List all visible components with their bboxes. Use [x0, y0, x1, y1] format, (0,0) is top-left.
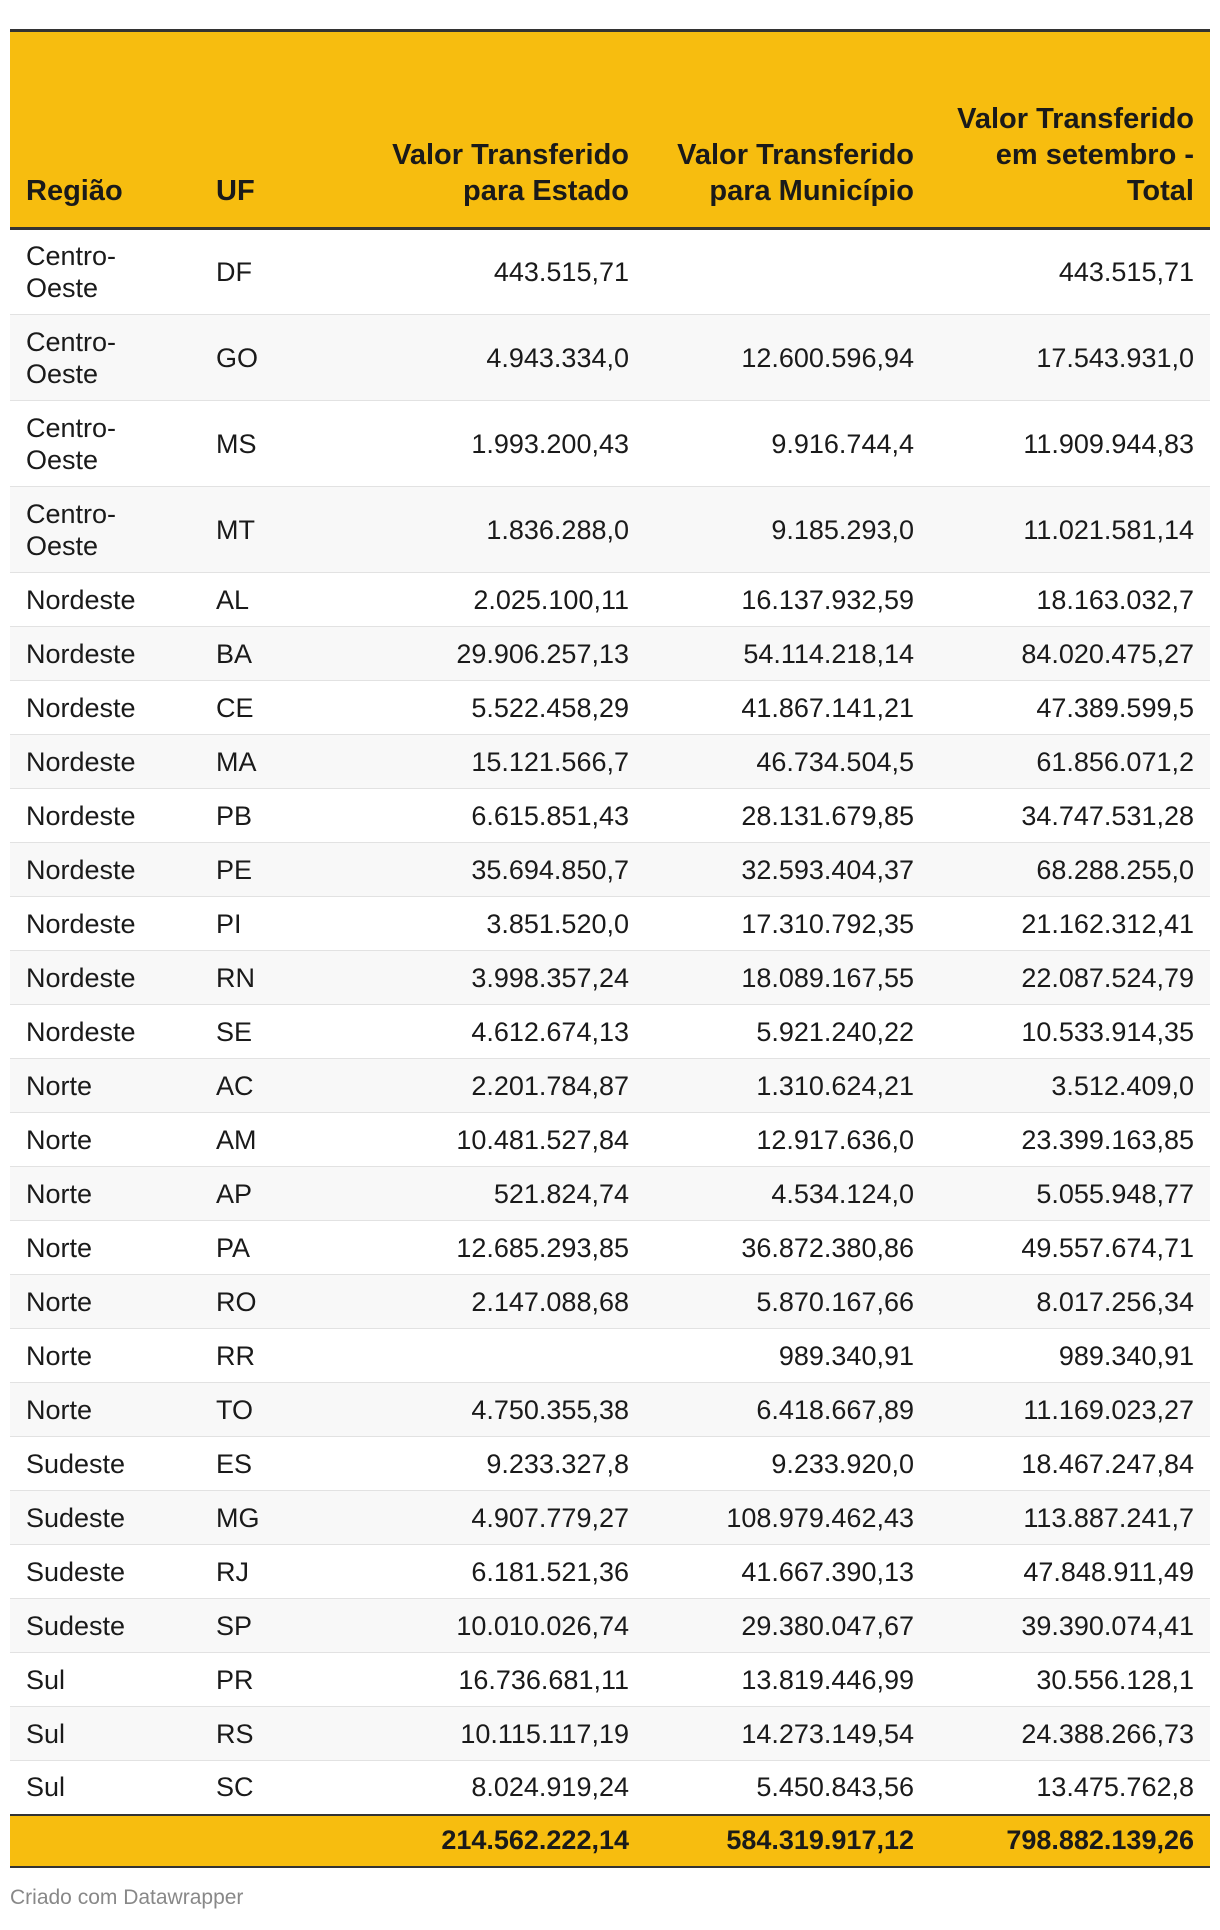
cell-valor-municipio: 9.185.293,0: [645, 487, 930, 573]
table-row: [10, 229, 1210, 315]
cell-valor-municipio: 13.819.446,99: [645, 1653, 930, 1707]
table-row: [10, 1599, 1210, 1653]
cell-valor-estado: 8.024.919,24: [375, 1761, 645, 1815]
cell-regiao: Nordeste: [10, 843, 200, 897]
cell-valor-total: 21.162.312,41: [930, 897, 1210, 951]
cell-regiao: Sudeste: [10, 1545, 200, 1599]
cell-valor-total: 11.021.581,14: [930, 487, 1210, 573]
cell-valor-estado: [375, 1329, 645, 1383]
cell-valor-total: 17.543.931,0: [930, 315, 1210, 401]
cell-valor-total: 13.475.762,8: [930, 1761, 1210, 1815]
cell-uf: AP: [200, 1167, 375, 1221]
cell-valor-municipio: 41.667.390,13: [645, 1545, 930, 1599]
header-valor-municipio[interactable]: Valor Transferido para Município: [645, 32, 930, 229]
cell-regiao: Sudeste: [10, 1437, 200, 1491]
table-row: [10, 487, 1210, 573]
cell-valor-total: 47.848.911,49: [930, 1545, 1210, 1599]
cell-valor-total: 23.399.163,85: [930, 1113, 1210, 1167]
cell-valor-estado: 6.615.851,43: [375, 789, 645, 843]
table-body: [10, 229, 1210, 1815]
cell-uf: AC: [200, 1059, 375, 1113]
cell-regiao: Norte: [10, 1329, 200, 1383]
cell-regiao: Sul: [10, 1761, 200, 1815]
cell-valor-total: 5.055.948,77: [930, 1167, 1210, 1221]
cell-valor-municipio: 28.131.679,85: [645, 789, 930, 843]
header-row: [10, 32, 1210, 229]
cell-regiao: Nordeste: [10, 627, 200, 681]
table-row: [10, 401, 1210, 487]
cell-valor-municipio: 1.310.624,21: [645, 1059, 930, 1113]
table-row: [10, 789, 1210, 843]
cell-valor-municipio: 4.534.124,0: [645, 1167, 930, 1221]
cell-valor-total: 24.388.266,73: [930, 1707, 1210, 1761]
header-regiao[interactable]: Região: [10, 32, 200, 229]
header-valor-estado[interactable]: Valor Transferido para Estado: [375, 32, 645, 229]
cell-uf: RR: [200, 1329, 375, 1383]
totals-municipio-cell: 584.319.917,12: [645, 1815, 930, 1867]
cell-valor-total: 68.288.255,0: [930, 843, 1210, 897]
cell-uf: DF: [200, 229, 375, 315]
cell-valor-estado: 9.233.327,8: [375, 1437, 645, 1491]
cell-valor-total: 8.017.256,34: [930, 1275, 1210, 1329]
cell-valor-municipio: 18.089.167,55: [645, 951, 930, 1005]
totals-regiao-cell: [10, 1815, 200, 1867]
cell-valor-municipio: 41.867.141,21: [645, 681, 930, 735]
cell-uf: MG: [200, 1491, 375, 1545]
cell-regiao: Nordeste: [10, 573, 200, 627]
cell-valor-total: 47.389.599,5: [930, 681, 1210, 735]
cell-regiao: Norte: [10, 1113, 200, 1167]
cell-valor-estado: 29.906.257,13: [375, 627, 645, 681]
cell-valor-estado: 3.851.520,0: [375, 897, 645, 951]
table-row: [10, 315, 1210, 401]
table-row: [10, 1653, 1210, 1707]
table-row: [10, 1707, 1210, 1761]
cell-valor-total: 989.340,91: [930, 1329, 1210, 1383]
cell-valor-municipio: 32.593.404,37: [645, 843, 930, 897]
cell-valor-total: 18.467.247,84: [930, 1437, 1210, 1491]
cell-valor-total: 39.390.074,41: [930, 1599, 1210, 1653]
cell-valor-estado: 4.907.779,27: [375, 1491, 645, 1545]
cell-valor-estado: 15.121.566,7: [375, 735, 645, 789]
table-row: [10, 573, 1210, 627]
cell-valor-municipio: [645, 229, 930, 315]
cell-valor-municipio: 54.114.218,14: [645, 627, 930, 681]
cell-valor-municipio: 989.340,91: [645, 1329, 930, 1383]
table-row: [10, 1491, 1210, 1545]
cell-valor-estado: 4.943.334,0: [375, 315, 645, 401]
cell-uf: RN: [200, 951, 375, 1005]
cell-valor-total: 18.163.032,7: [930, 573, 1210, 627]
cell-uf: ES: [200, 1437, 375, 1491]
cell-regiao: Norte: [10, 1059, 200, 1113]
table-row: [10, 735, 1210, 789]
cell-regiao: Sul: [10, 1653, 200, 1707]
cell-uf: RO: [200, 1275, 375, 1329]
cell-uf: PI: [200, 897, 375, 951]
cell-valor-total: 443.515,71: [930, 229, 1210, 315]
cell-valor-municipio: 14.273.149,54: [645, 1707, 930, 1761]
table-row: [10, 1545, 1210, 1599]
data-table-container: [10, 29, 1210, 1868]
cell-regiao: Nordeste: [10, 897, 200, 951]
table-row: [10, 1221, 1210, 1275]
cell-valor-estado: 5.522.458,29: [375, 681, 645, 735]
cell-uf: AL: [200, 573, 375, 627]
cell-uf: BA: [200, 627, 375, 681]
cell-valor-total: 10.533.914,35: [930, 1005, 1210, 1059]
cell-regiao: Norte: [10, 1383, 200, 1437]
table-row: [10, 1113, 1210, 1167]
cell-valor-municipio: 36.872.380,86: [645, 1221, 930, 1275]
cell-regiao: Norte: [10, 1167, 200, 1221]
table-row: [10, 627, 1210, 681]
cell-uf: SC: [200, 1761, 375, 1815]
table-row: [10, 1005, 1210, 1059]
cell-regiao: Centro-Oeste: [10, 229, 200, 315]
cell-valor-total: 11.169.023,27: [930, 1383, 1210, 1437]
cell-valor-estado: 1.993.200,43: [375, 401, 645, 487]
cell-regiao: Nordeste: [10, 1005, 200, 1059]
cell-regiao: Nordeste: [10, 681, 200, 735]
cell-uf: SP: [200, 1599, 375, 1653]
totals-uf-cell: [200, 1815, 375, 1867]
cell-valor-estado: 10.010.026,74: [375, 1599, 645, 1653]
table-row: [10, 1383, 1210, 1437]
cell-valor-estado: 2.025.100,11: [375, 573, 645, 627]
cell-valor-estado: 3.998.357,24: [375, 951, 645, 1005]
cell-valor-total: 61.856.071,2: [930, 735, 1210, 789]
cell-valor-total: 3.512.409,0: [930, 1059, 1210, 1113]
cell-regiao: Norte: [10, 1275, 200, 1329]
cell-valor-estado: 2.201.784,87: [375, 1059, 645, 1113]
cell-valor-estado: 4.612.674,13: [375, 1005, 645, 1059]
cell-valor-total: 30.556.128,1: [930, 1653, 1210, 1707]
cell-uf: RS: [200, 1707, 375, 1761]
cell-valor-estado: 10.115.117,19: [375, 1707, 645, 1761]
table-row: [10, 1167, 1210, 1221]
totals-estado-cell: 214.562.222,14: [375, 1815, 645, 1867]
cell-valor-municipio: 16.137.932,59: [645, 573, 930, 627]
cell-valor-estado: 2.147.088,68: [375, 1275, 645, 1329]
cell-valor-municipio: 29.380.047,67: [645, 1599, 930, 1653]
cell-valor-municipio: 5.921.240,22: [645, 1005, 930, 1059]
cell-valor-municipio: 9.233.920,0: [645, 1437, 930, 1491]
data-table: [10, 32, 1210, 1868]
cell-valor-estado: 521.824,74: [375, 1167, 645, 1221]
cell-valor-total: 84.020.475,27: [930, 627, 1210, 681]
cell-valor-municipio: 12.600.596,94: [645, 315, 930, 401]
totals-row: [10, 1815, 1210, 1867]
cell-valor-total: 22.087.524,79: [930, 951, 1210, 1005]
cell-uf: TO: [200, 1383, 375, 1437]
cell-uf: MS: [200, 401, 375, 487]
cell-valor-municipio: 5.870.167,66: [645, 1275, 930, 1329]
cell-valor-municipio: 17.310.792,35: [645, 897, 930, 951]
table-row: [10, 951, 1210, 1005]
cell-valor-estado: 443.515,71: [375, 229, 645, 315]
cell-valor-estado: 16.736.681,11: [375, 1653, 645, 1707]
cell-valor-municipio: 12.917.636,0: [645, 1113, 930, 1167]
cell-regiao: Nordeste: [10, 789, 200, 843]
table-row: [10, 843, 1210, 897]
cell-regiao: Sudeste: [10, 1491, 200, 1545]
table-row: [10, 681, 1210, 735]
cell-regiao: Sudeste: [10, 1599, 200, 1653]
cell-valor-estado: 6.181.521,36: [375, 1545, 645, 1599]
cell-valor-total: 34.747.531,28: [930, 789, 1210, 843]
cell-uf: GO: [200, 315, 375, 401]
cell-valor-estado: 10.481.527,84: [375, 1113, 645, 1167]
cell-uf: PE: [200, 843, 375, 897]
table-row: [10, 1329, 1210, 1383]
header-uf[interactable]: UF: [200, 32, 375, 229]
cell-regiao: Centro-Oeste: [10, 315, 200, 401]
totals-total-cell: 798.882.139,26: [930, 1815, 1210, 1867]
cell-uf: MA: [200, 735, 375, 789]
cell-valor-municipio: 6.418.667,89: [645, 1383, 930, 1437]
cell-uf: PA: [200, 1221, 375, 1275]
cell-uf: RJ: [200, 1545, 375, 1599]
cell-valor-municipio: 46.734.504,5: [645, 735, 930, 789]
cell-valor-total: 113.887.241,7: [930, 1491, 1210, 1545]
cell-regiao: Centro-Oeste: [10, 401, 200, 487]
cell-valor-municipio: 9.916.744,4: [645, 401, 930, 487]
cell-valor-estado: 4.750.355,38: [375, 1383, 645, 1437]
datawrapper-credit[interactable]: Criado com Datawrapper: [10, 1886, 244, 1909]
cell-regiao: Nordeste: [10, 735, 200, 789]
cell-regiao: Norte: [10, 1221, 200, 1275]
table-row: [10, 1059, 1210, 1113]
table-row: [10, 1761, 1210, 1815]
cell-regiao: Centro-Oeste: [10, 487, 200, 573]
cell-regiao: Nordeste: [10, 951, 200, 1005]
cell-uf: CE: [200, 681, 375, 735]
cell-valor-municipio: 108.979.462,43: [645, 1491, 930, 1545]
table-row: [10, 1437, 1210, 1491]
cell-uf: AM: [200, 1113, 375, 1167]
cell-valor-total: 49.557.674,71: [930, 1221, 1210, 1275]
cell-uf: MT: [200, 487, 375, 573]
cell-valor-total: 11.909.944,83: [930, 401, 1210, 487]
cell-uf: PB: [200, 789, 375, 843]
cell-valor-estado: 1.836.288,0: [375, 487, 645, 573]
table-row: [10, 897, 1210, 951]
cell-valor-estado: 35.694.850,7: [375, 843, 645, 897]
cell-valor-estado: 12.685.293,85: [375, 1221, 645, 1275]
table-row: [10, 1275, 1210, 1329]
header-valor-total[interactable]: Valor Transferido em setembro - Total: [930, 32, 1210, 229]
cell-uf: PR: [200, 1653, 375, 1707]
cell-regiao: Sul: [10, 1707, 200, 1761]
cell-uf: SE: [200, 1005, 375, 1059]
cell-valor-municipio: 5.450.843,56: [645, 1761, 930, 1815]
